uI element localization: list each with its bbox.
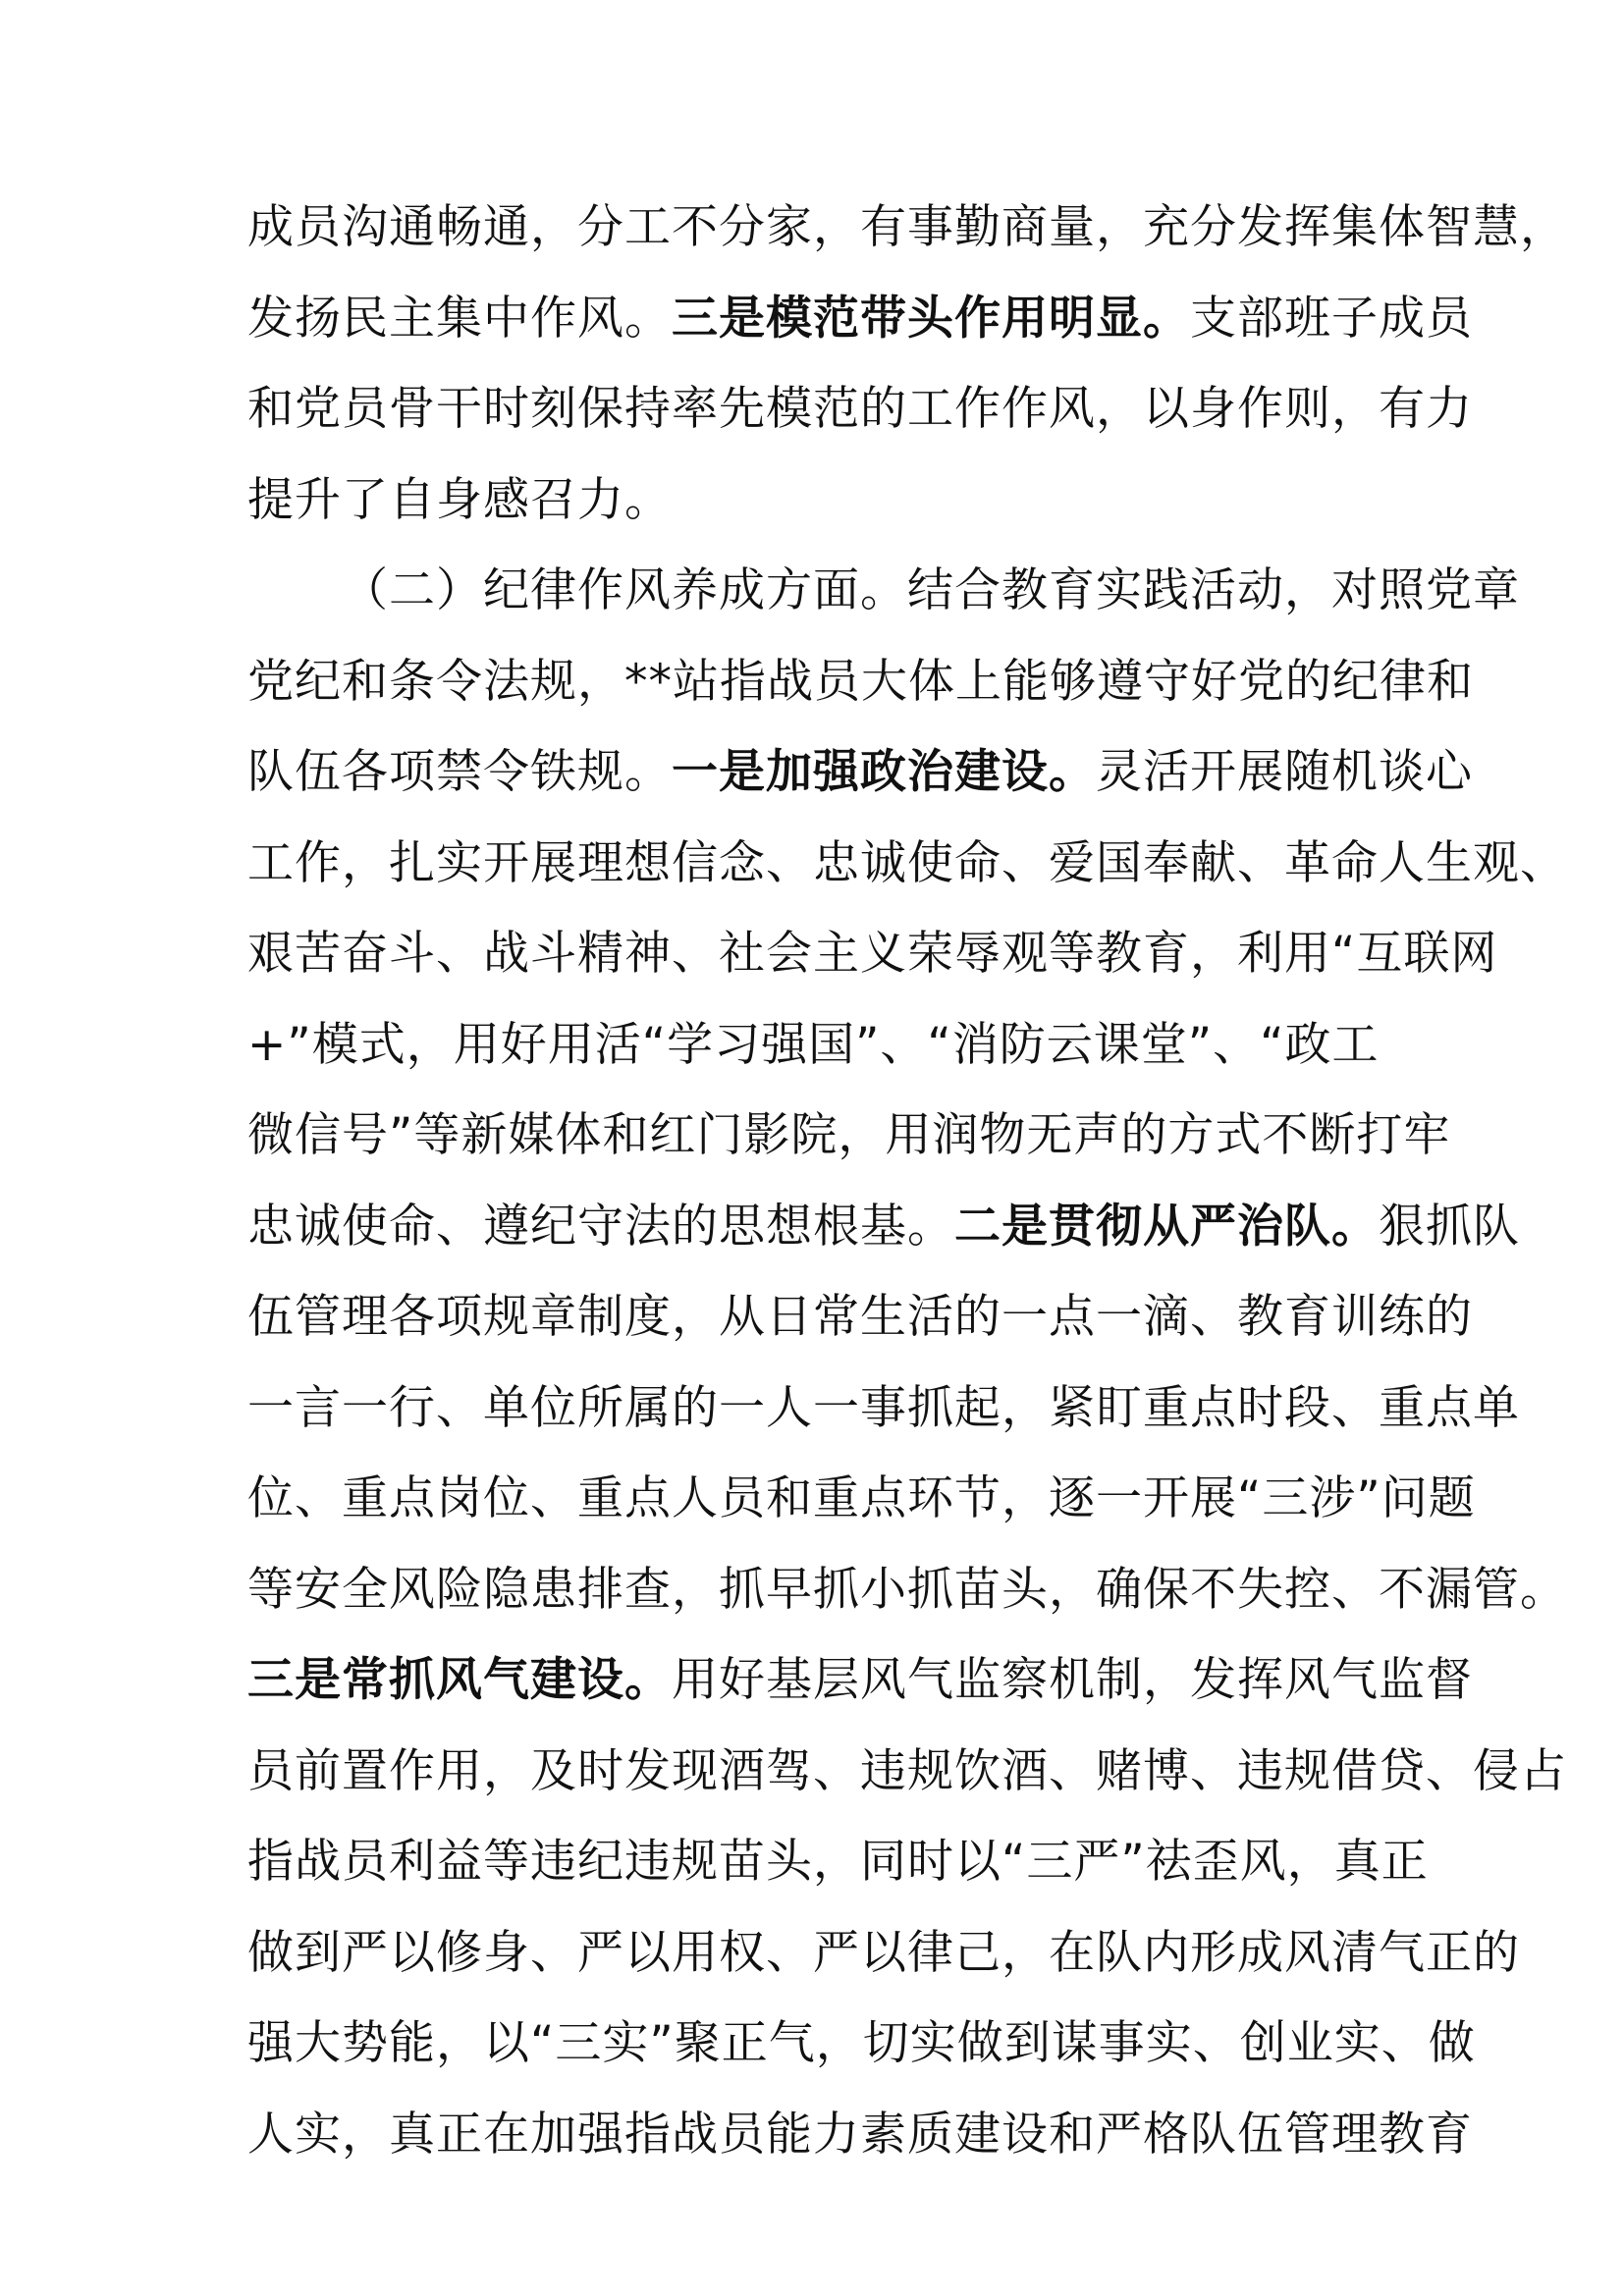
body-text: 党纪和条令法规，**站指战员大体上能够遵守好党的纪律和 xyxy=(247,655,1474,709)
paragraph-line xyxy=(247,456,1386,545)
body-text: 队伍各项禁令铁规。 xyxy=(247,745,672,799)
body-text: 位、重点岗位、重点人员和重点环节，逐一开展“三涉”问题 xyxy=(247,1471,1476,1525)
paragraph-line xyxy=(247,2091,1473,2179)
body-text: 强大势能，以“三实”聚正气，切实做到谋事实、创业实、做 xyxy=(247,2016,1476,2070)
bold-heading-text: 一是加强政治建设。 xyxy=(672,745,1096,799)
paragraph-line xyxy=(342,547,1520,635)
body-text: 成员沟通畅通，分工不分家，有事勤商量，充分发挥集体智慧， xyxy=(247,200,1567,254)
paragraph-line xyxy=(247,820,1567,908)
body-text: 用好基层风气监察机制，发挥风气监督 xyxy=(672,1653,1473,1707)
paragraph-line xyxy=(247,638,1474,726)
body-text: 指战员利益等违纪违规苗头，同时以“三严”祛歪风，真正 xyxy=(247,1835,1429,1889)
body-text: 微信号”等新媒体和红门影院，用润物无声的方式不断打牢 xyxy=(247,1108,1451,1162)
body-text: 艰苦奋斗、战斗精神、社会主义荣辱观等教育，利用“互联网 xyxy=(247,927,1498,981)
bold-heading-text: 三是常抓风气建设。 xyxy=(247,1653,672,1707)
body-text: 支部班子成员 xyxy=(1190,292,1473,346)
body-text: 人实，真正在加强指战员能力素质建设和严格队伍管理教育 xyxy=(247,2108,1473,2162)
body-text: 等安全风险隐患排查，抓早抓小抓苗头，确保不失控、不漏管。 xyxy=(247,1563,1567,1617)
paragraph-line xyxy=(247,1273,1473,1362)
paragraph-line xyxy=(247,1728,1567,1816)
paragraph-line xyxy=(247,1364,1520,1453)
bold-heading-text: 二是贯彻从严治队。 xyxy=(954,1200,1379,1254)
body-text: 一言一行、单位所属的一人一事抓起，紧盯重点时段、重点单 xyxy=(247,1381,1520,1435)
bold-heading-text: 三是模范带头作用明显。 xyxy=(672,292,1190,346)
body-text: 忠诚使命、遵纪守法的思想根基。 xyxy=(247,1200,954,1254)
body-text: 员前置作用，及时发现酒驾、违规饮酒、赌博、违规借贷、侵占 xyxy=(247,1744,1567,1798)
paragraph-line xyxy=(247,1909,1520,1998)
body-text: 伍管理各项规章制度，从日常生活的一点一滴、教育训练的 xyxy=(247,1290,1473,1344)
paragraph-line xyxy=(247,728,1473,817)
paragraph-line xyxy=(247,365,1473,454)
paragraph-line xyxy=(247,1183,1520,1271)
paragraph-line xyxy=(247,184,1567,272)
body-text: 灵活开展随机谈心 xyxy=(1096,745,1473,799)
paragraph-line xyxy=(247,1546,1567,1634)
paragraph-line xyxy=(247,910,1498,998)
paragraph-line xyxy=(247,1636,1473,1725)
body-text: （二）纪律作风养成方面。结合教育实践活动，对照党章 xyxy=(342,563,1520,617)
body-text: 发扬民主集中作风。 xyxy=(247,292,672,346)
body-text: 做到严以修身、严以用权、严以律己，在队内形成风清气正的 xyxy=(247,1926,1520,1980)
body-text: 工作，扎实开展理想信念、忠诚使命、爱国奉献、革命人生观、 xyxy=(247,836,1567,890)
paragraph-line xyxy=(247,275,1473,363)
paragraph-line xyxy=(247,1092,1451,1180)
body-text: 狠抓队 xyxy=(1379,1200,1520,1254)
paragraph-line xyxy=(247,2000,1476,2088)
paragraph-line xyxy=(247,1818,1429,1906)
paragraph-line xyxy=(247,1455,1476,1543)
body-text: +”模式，用好用活“学习强国”、“消防云课堂”、“政工 xyxy=(247,1018,1380,1072)
body-text: 提升了自身感召力。 xyxy=(247,473,672,527)
paragraph-line xyxy=(247,1001,1386,1090)
body-text: 和党员骨干时刻保持率先模范的工作作风，以身作则，有力 xyxy=(247,382,1473,436)
